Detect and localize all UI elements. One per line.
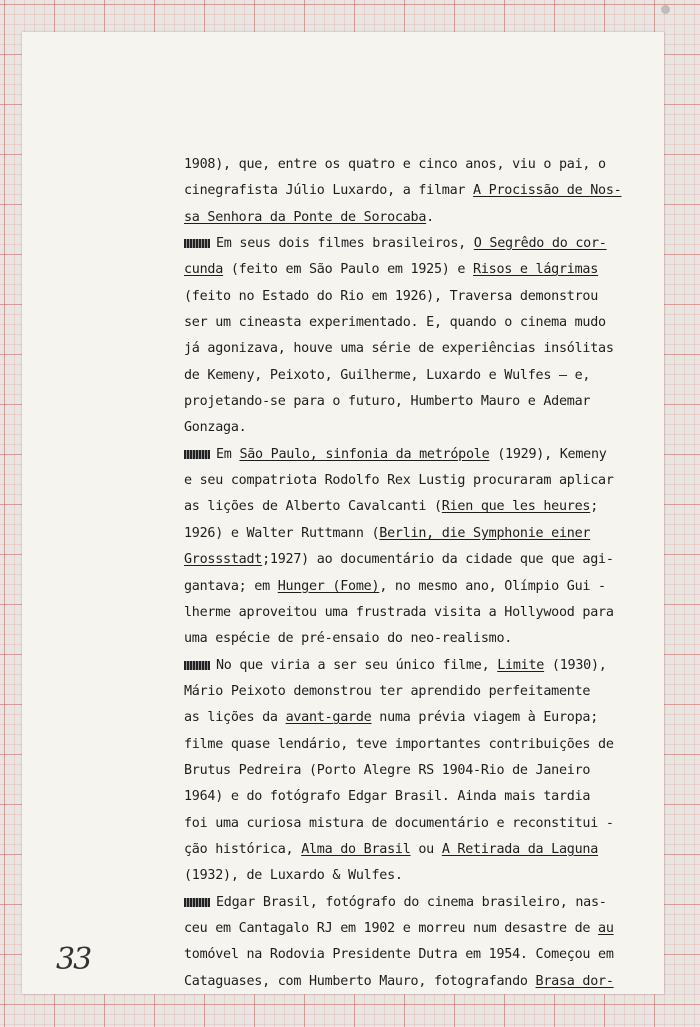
text-segment: as lições de Alberto Cavalcanti ( — [184, 499, 442, 515]
paragraph-mark-icon — [184, 239, 210, 248]
text-segment: ou — [410, 841, 442, 857]
text-line — [184, 600, 624, 626]
text-segment: ; — [590, 499, 599, 515]
paragraph-mark-icon — [184, 898, 210, 907]
typed-text-block — [184, 152, 624, 995]
text-line — [184, 494, 624, 520]
text-segment: Brutus Pedreira (Porto Alegre RS 1904-Rio de Janeiro — [184, 762, 591, 778]
text-segment: cinegrafista Júlio Luxardo, a filmar — [184, 183, 474, 199]
text-segment: gantava; em — [184, 578, 278, 594]
text-line — [184, 837, 624, 863]
text-segment: 1908), que, entre os quatro e cinco anos, viu o pai, o — [184, 157, 606, 172]
text-segment: ceu em Cantagalo RJ em 1902 e morreu num desastre de — [184, 920, 599, 936]
underlined-title: O Segrêdo do cor- — [473, 236, 607, 252]
text-line — [184, 758, 624, 784]
text-line — [184, 205, 624, 231]
text-segment: Em — [216, 446, 240, 462]
underlined-title: au — [598, 920, 614, 936]
text-segment: Edgar Brasil, fotógrafo do cinema brasileiro, nas- — [216, 894, 607, 910]
text-segment: projetando-se para o futuro, Humberto Mauro e Ademar — [184, 394, 591, 410]
text-line — [184, 942, 624, 968]
underlined-title: sa Senhora da Ponte de Sorocaba — [184, 209, 427, 225]
underlined-title: Berlin, die Symphonie einer — [379, 525, 591, 541]
underlined-title: Risos e lágrimas — [473, 262, 599, 278]
text-line — [184, 231, 624, 257]
underlined-title: Rien que les heures — [441, 499, 591, 515]
text-line — [184, 679, 624, 705]
text-line — [184, 389, 624, 415]
text-line — [184, 732, 624, 758]
text-segment: foi uma curiosa mistura de documentário e reconstitui - — [184, 815, 614, 831]
text-line — [184, 890, 624, 916]
text-segment: (1930), — [544, 657, 607, 673]
underlined-title: São Paulo, sinfonia da metrópole — [239, 446, 490, 462]
text-segment: (1929), Kemeny — [489, 446, 607, 462]
text-segment: numa prévia viagem à Europa; — [371, 710, 599, 726]
text-segment: as lições da — [184, 710, 286, 726]
underlined-title: avant-garde — [285, 710, 372, 726]
text-segment: , no mesmo ano, Olímpio Gui - — [379, 578, 606, 594]
text-segment: tomóvel na Rodovia Presidente Dutra em 1954. Começou em — [184, 947, 614, 963]
text-line — [184, 653, 624, 679]
text-line — [184, 863, 624, 889]
text-segment: . — [426, 209, 434, 225]
text-segment: uma espécie de pré-ensaio do neo-realismo. — [184, 631, 513, 647]
text-line — [184, 969, 624, 995]
text-line — [184, 310, 624, 336]
paragraph-mark-icon — [184, 450, 210, 459]
text-segment: 1926) e Walter Ruttmann ( — [184, 525, 380, 541]
text-segment: já agonizava, houve uma série de experiências insólitas — [184, 341, 614, 357]
text-segment: (1932), de Luxardo & Wulfes. — [184, 868, 403, 884]
text-line — [184, 152, 624, 178]
text-line — [184, 705, 624, 731]
text-line — [184, 468, 624, 494]
text-line — [184, 257, 624, 283]
handwritten-page-number: 33 — [56, 942, 91, 977]
text-line — [184, 521, 624, 547]
underlined-title: Brasa dor- — [535, 973, 614, 989]
underlined-title: Hunger (Fome) — [277, 578, 380, 594]
underlined-title: Limite — [497, 657, 545, 673]
text-segment: ;1927) ao documentário da cidade que que agi- — [262, 552, 614, 568]
text-segment: filme quase lendário, teve importantes contribuições de — [184, 736, 614, 752]
text-segment: e seu compatriota Rodolfo Rex Lustig procuraram aplicar — [184, 473, 614, 489]
text-line — [184, 415, 624, 441]
text-line — [184, 547, 624, 573]
underlined-title: A Retirada da Laguna — [441, 841, 599, 857]
underlined-title: Grossstadt — [184, 552, 263, 568]
text-segment: 1964) e do fotógrafo Edgar Brasil. Ainda mais tardia — [184, 789, 591, 805]
text-line — [184, 626, 624, 652]
text-line — [184, 284, 624, 310]
text-segment: de Kemeny, Peixoto, Guilherme, Luxardo e Wulfes — e, — [184, 367, 591, 383]
underlined-title: cunda — [184, 262, 224, 278]
text-segment: (feito no Estado do Rio em 1926), Traversa demonstrou — [184, 288, 599, 304]
text-line — [184, 574, 624, 600]
underlined-title: A Procissão de Nos- — [473, 183, 622, 199]
text-line — [184, 363, 624, 389]
text-line — [184, 916, 624, 942]
text-segment: lherme aproveitou uma frustrada visita a Hollywood para — [184, 604, 614, 620]
text-segment: Cataguases, com Humberto Mauro, fotografando — [184, 973, 536, 989]
text-line — [184, 784, 624, 810]
text-segment: Em seus dois filmes brasileiros, — [216, 236, 474, 252]
underlined-title: Alma do Brasil — [301, 841, 411, 857]
text-line — [184, 178, 624, 204]
text-segment: No que viria a ser seu único filme, — [216, 657, 498, 673]
text-segment: ção histórica, — [184, 841, 302, 857]
paragraph-mark-icon — [184, 661, 210, 670]
text-line — [184, 811, 624, 837]
text-segment: Gonzaga. — [184, 420, 247, 436]
text-segment: Mário Peixoto demonstrou ter aprendido perfeitamente — [184, 683, 591, 699]
text-segment: (feito em São Paulo em 1925) e — [223, 262, 474, 278]
text-line — [184, 336, 624, 362]
pushpin — [661, 5, 670, 14]
text-line — [184, 442, 624, 468]
text-segment: ser um cineasta experimentado. E, quando o cinema mudo — [184, 315, 606, 331]
